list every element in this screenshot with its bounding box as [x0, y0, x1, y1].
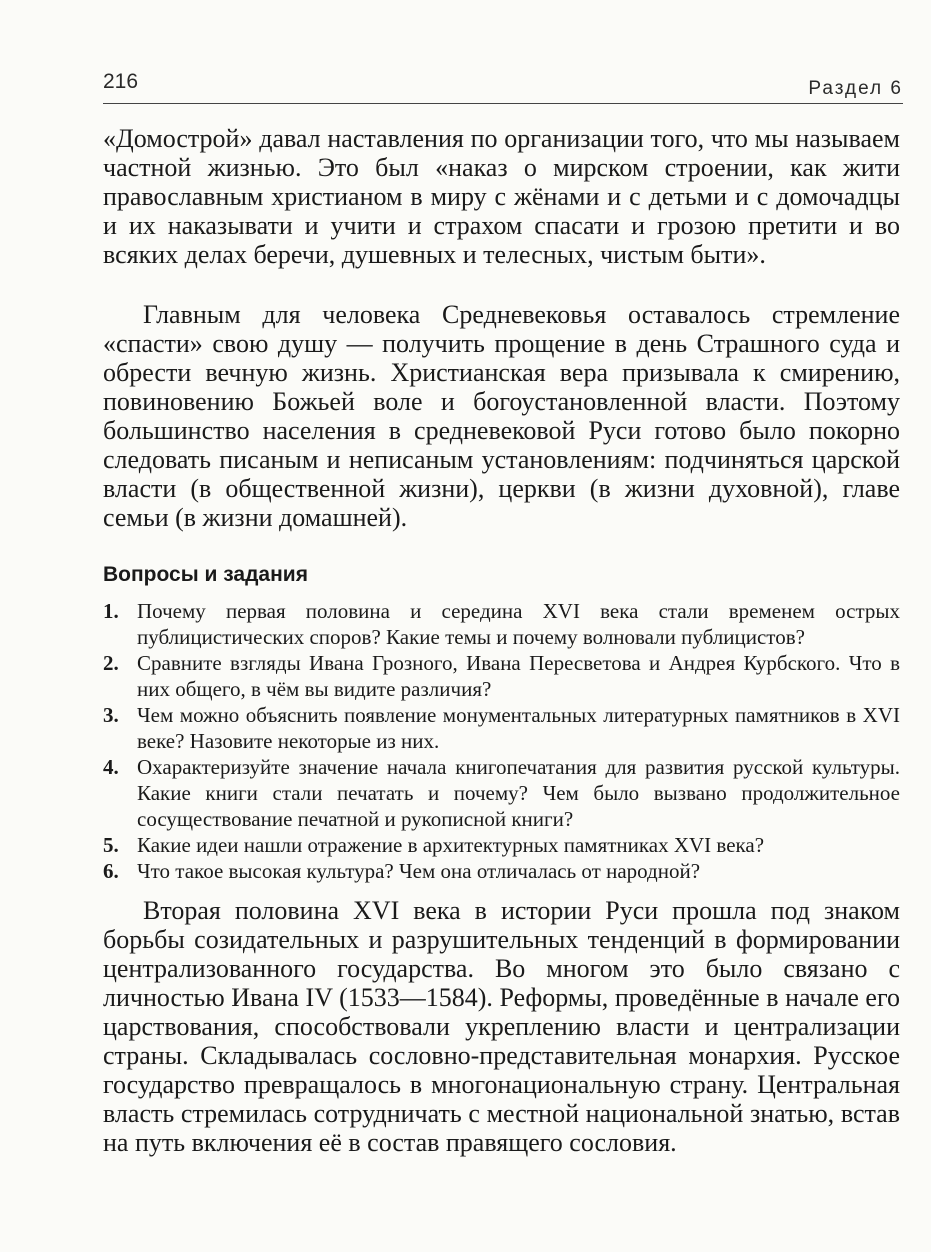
question-item — [103, 598, 900, 650]
question-item — [103, 650, 900, 702]
questions-heading: Вопросы и задания — [103, 563, 308, 586]
question-text: Какие идеи нашли отражение в архитектурных памятниках XVI века? — [137, 833, 765, 857]
question-item — [103, 754, 900, 832]
question-number: 6. — [103, 859, 119, 883]
paragraph-ivan-iv: Вторая половина XVI века в истории Руси прошла под знаком борьбы созидательных и разрушительных тенденций в формировании централизованного государства. Во многом это было связано с личностью Ивана IV (1533—1584). Реформы, проведённые в начале его царствования, способствовали укреплению власти и централизации страны. Складывалась сословно-представительная монархия. Русское государство превращалось в многонациональную страну. Центральная власть стремилась сотрудничать с местной национальной знатью, встав на путь включения её в состав правящего сословия. — [103, 896, 900, 1157]
question-number: 4. — [103, 755, 119, 779]
question-number: 3. — [103, 703, 119, 727]
question-item — [103, 832, 900, 858]
section-label: Раздел 6 — [808, 78, 903, 99]
question-number: 1. — [103, 599, 119, 623]
paragraph-middle-ages: Главным для человека Средневековья оставалось стремление «спасти» свою душу — получить прощение в день Страшного суда и обрести вечную жизнь. Христианская вера призывала к смирению, повиновению Божьей воле и богоустановленной власти. Поэтому большинство населения в средневековой Руси готово было покорно следовать писаным и неписаным установлениям: подчиняться царской власти (в общественной жизни), церкви (в жизни духовной), главе семьи (в жизни домашней). — [103, 300, 900, 532]
question-number: 2. — [103, 651, 119, 675]
question-text: Почему первая половина и середина XVI века стали временем острых публицистических споров? Какие темы и почему волновали публицистов? — [137, 599, 900, 649]
question-item — [103, 858, 900, 884]
page-header — [0, 0, 931, 110]
question-text: Что такое высокая культура? Чем она отличалась от народной? — [137, 859, 701, 883]
questions-list — [103, 598, 900, 884]
page-number: 216 — [103, 70, 139, 93]
question-item — [103, 702, 900, 754]
question-text: Охарактеризуйте значение начала книгопечатания для развития русской культуры. Какие книги стали печатать и почему? Чем было вызвано продолжительное сосуществование печатной и рукописной книги? — [137, 755, 900, 831]
header-rule — [103, 103, 903, 104]
question-number: 5. — [103, 833, 119, 857]
question-text: Чем можно объяснить появление монументальных литературных памятников в XVI веке? Назовите некоторые из них. — [137, 703, 900, 753]
paragraph-domostroy: «Домострой» давал наставления по организации того, что мы называем частной жизнью. Это был «наказ о мирском строении, как жити православным христианом в миру с жёнами и с детьми и с домочадцы и их наказывати и учити и страхом спасати и грозою претити и во всяких делах беречи, душевных и телесных, чистым быти». — [103, 124, 900, 269]
question-text: Сравните взгляды Ивана Грозного, Ивана Пересветова и Андрея Курбского. Что в них общего, в чём вы видите различия? — [137, 651, 900, 701]
